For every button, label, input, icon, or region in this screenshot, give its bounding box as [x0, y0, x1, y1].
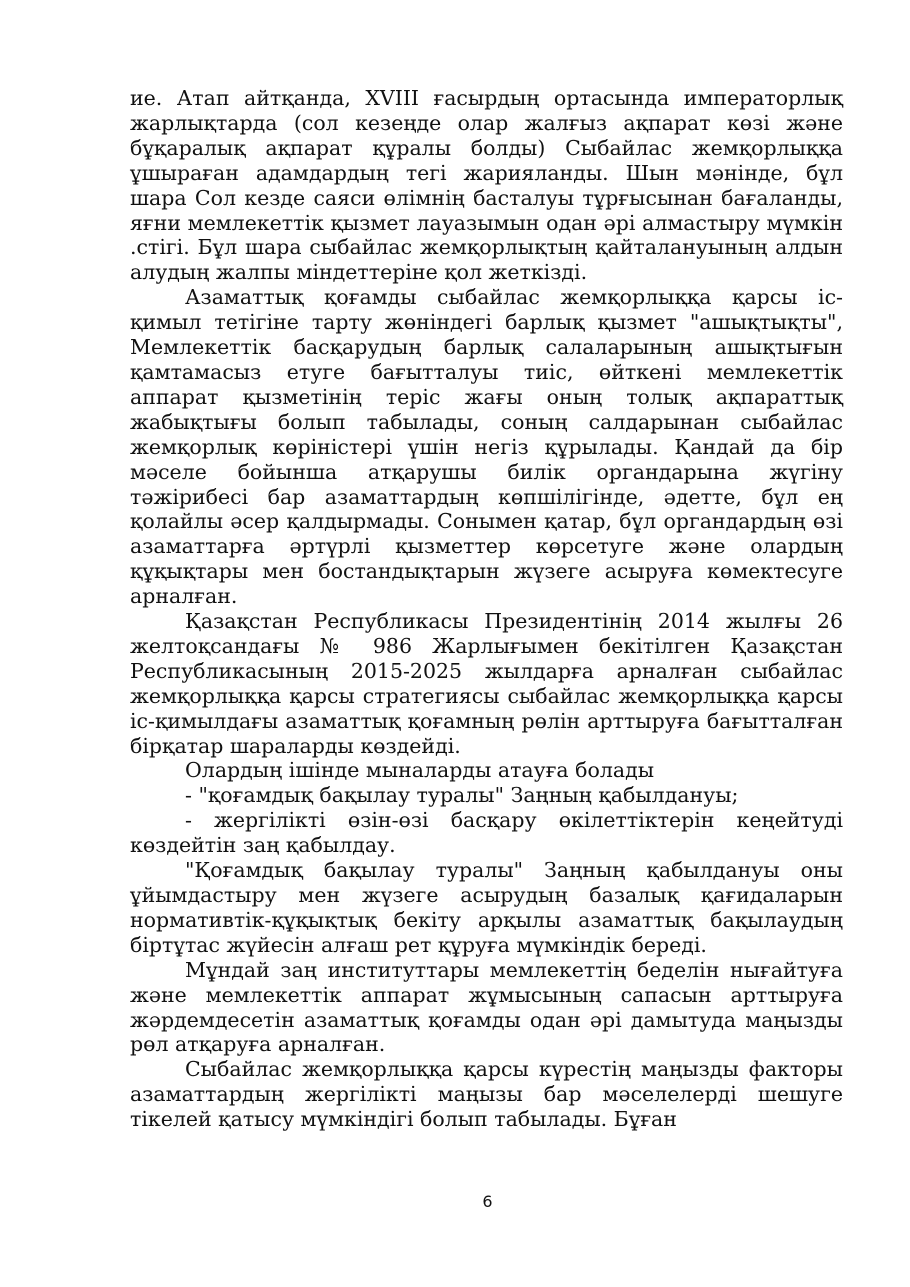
paragraph-anticorruption-strategy: Қазақстан Республикасы Президентінің 2014 жылғы 26 желтоқсандағы № 986 Жарлығымен бекітілген Қазақстан Республикасының 2015-2025 жылдарға арналған сыбайлас жемқорлыққа қарсы стратегиясы сыбайлас жемқорлыққа қарсы іс-қимылдағы азаматтық қоғамның рөлін арттыруға бағытталған бірқатар шараларды көздейді.: [130, 609, 843, 758]
paragraph-civil-society-transparency: Азаматтық қоғамды сыбайлас жемқорлыққа қарсы іс-қимыл тетігіне тарту жөніндегі барлық қызмет "ашықтықты", Мемлекеттік басқарудың барлық салаларының ашықтығын қамтамасыз етуге бағытталуы тиіс, өйткені мемлекеттік аппарат қызметінің теріс жағы оның толық ақпараттық жабықтығы болып табылады, соның салдарынан сыбайлас жемқорлық көріністері үшін негіз құрылады. Қандай да бір мәселе бойынша атқарушы билік органдарына жүгіну тәжірибесі бар азаматтардың көпшілігінде, әдетте, бұл ең қолайлы әсер қалдырмады. Сонымен қатар, бұл органдардың өзі азаматтарға әртүрлі қызметтер көрсетуге және олардың құқықтары мен бостандықтарын жүзеге асыруға көмектесуге арналған.: [130, 285, 843, 609]
list-item-public-control-law: - "қоғамдық бақылау туралы" Заңның қабылдануы;: [185, 783, 739, 808]
paragraph-list-intro: Олардың ішінде мыналарды атауға болады: [185, 758, 655, 783]
document-body: [130, 86, 843, 1132]
paragraph-legal-institutions: Мұндай заң институттары мемлекеттің беделін нығайтуға және мемлекеттік аппарат жұмысының сапасын арттыруға жәрдемдесетін азаматтық қоғамды одан әрі дамытуда маңызды рөл атқаруға арналған.: [130, 957, 843, 1057]
paragraph-public-control-law: "Қоғамдық бақылау туралы" Заңның қабылдануы оны ұйымдастыру мен жүзеге асырудың базалық қағидаларын нормативтік-құқықтық бекіту арқылы азаматтық бақылаудың біртұтас жүйесін алғаш рет құруға мүмкіндік береді.: [130, 858, 843, 957]
paragraph-citizen-participation: Сыбайлас жемқорлыққа қарсы күрестің маңызды факторы азаматтардың жергілікті маңызы бар мәселелерді шешуге тікелей қатысу мүмкіндігі болып табылады. Бұған: [130, 1057, 843, 1132]
paragraph-continuation: ие. Атап айтқанда, XVIII ғасырдың ортасында императорлық жарлықтарда (сол кезеңде олар жалғыз ақпарат көзі және бұқаралық ақпарат құралы болды) Сыбайлас жемқорлыққа ұшыраған адамдардың тегі жарияланды. Шын мәнінде, бұл шара Сол кезде саяси өлімнің басталуы тұрғысынан бағаланды, яғни мемлекеттік қызмет лауазымын одан әрі алмастыру мүмкін .стігі. Бұл шара сыбайлас жемқорлықтың қайталануының алдын алудың жалпы міндеттеріне қол жеткізді.: [130, 86, 843, 285]
page-number: 6: [482, 1192, 493, 1211]
list-item-local-self-government-law: - жергілікті өзін-өзі басқару өкілеттіктерін кеңейтуді көздейтін заң қабылдау.: [130, 808, 843, 858]
